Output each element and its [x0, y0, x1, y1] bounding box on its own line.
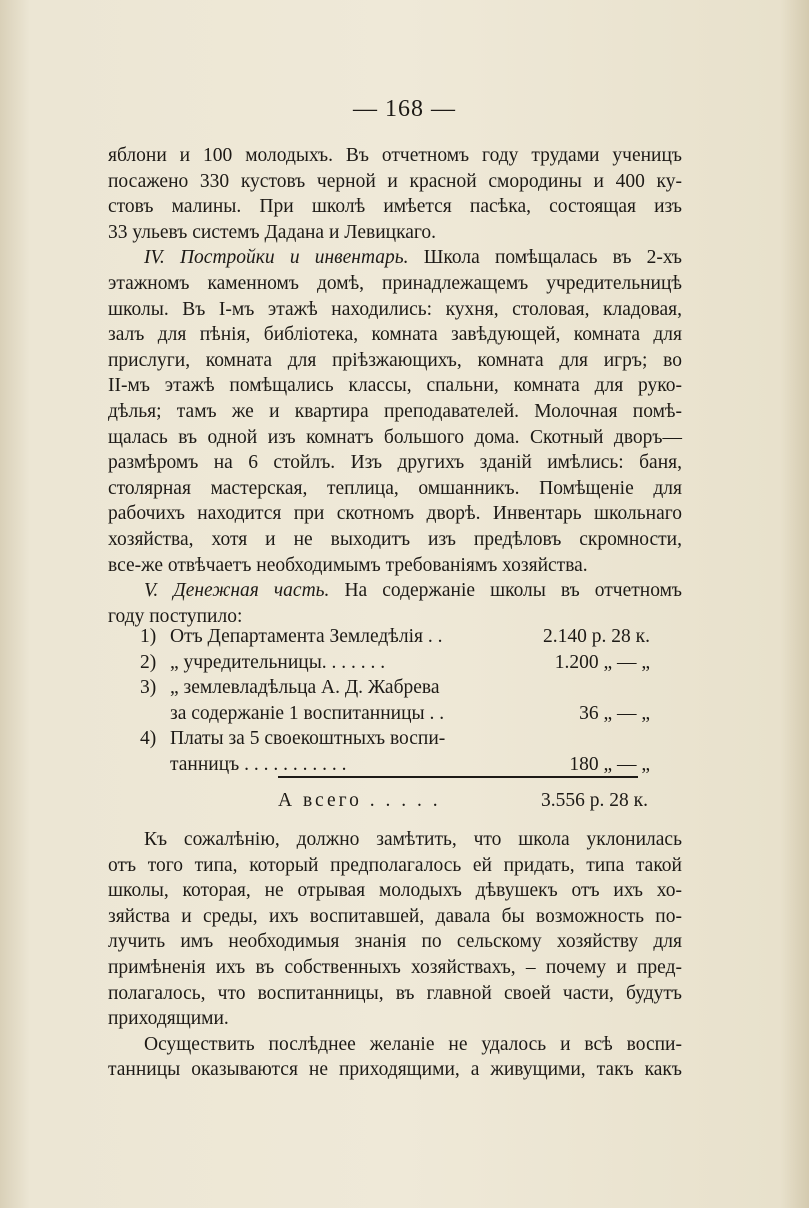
income-amount: 180 „ — „	[569, 753, 650, 775]
total-row	[278, 788, 648, 814]
text-line: отъ того типа, который предполагалось ей придать, типа такой	[108, 854, 682, 876]
text-line: все-же отвѣчаетъ необходимымъ требованіямъ хозяйства.	[108, 554, 588, 576]
text-line: Къ сожалѣнію, должно замѣтить, что школа уклонилась	[144, 829, 682, 850]
income-amount	[518, 675, 650, 701]
text-line: приходящими.	[108, 1008, 229, 1030]
income-label: Платы за 5 своекоштныхъ воспи-	[170, 728, 446, 750]
income-number	[140, 701, 170, 727]
section-4-first-line-rest: Школа помѣщалась въ 2-хъ	[408, 247, 682, 269]
income-row	[140, 726, 650, 752]
text-line: танницы оказываются не приходящими, а живущими, такъ какъ	[108, 1059, 682, 1081]
income-row	[140, 650, 650, 676]
text-line: 33 ульевъ системъ Дадана и Левицкаго.	[108, 221, 437, 243]
text-line: щалась въ одной изъ комнатъ большого дома. Скотный дворъ—	[108, 426, 682, 448]
text-line: прислуги, комната для пріѣзжающихъ, комната для игръ; во	[108, 349, 682, 371]
section-5-first-line-rest: На содержаніе школы въ отчетномъ	[329, 580, 682, 602]
text-line: школы. Въ I-мъ этажѣ находились: кухня, столовая, кладовая,	[108, 298, 682, 320]
income-amount: 1.200 „ — „	[554, 651, 650, 673]
income-row	[140, 624, 650, 650]
income-amount: 36 „ — „	[579, 702, 650, 724]
income-list	[140, 624, 650, 778]
text-line: залъ для пѣнія, библіотека, комната завѣдующей, комната для	[108, 324, 682, 346]
income-amount	[518, 726, 650, 752]
total-amount: 3.556 р. 28 к.	[541, 790, 648, 811]
section-5-heading: V. Денежная часть.	[144, 580, 330, 602]
income-number: 1)	[140, 626, 157, 647]
text-line: примѣненія ихъ въ собственныхъ хозяйствахъ, – почему и пред-	[108, 956, 682, 978]
text-line: полагалось, что воспитанницы, въ главной своей части, будутъ	[108, 982, 682, 1004]
total-rule	[278, 776, 638, 778]
income-number: 3)	[140, 677, 157, 699]
income-row	[140, 752, 650, 778]
text-line: этажномъ каменномъ домѣ, принадлежащемъ учредительницѣ	[108, 272, 682, 294]
text-line: школы, которая, не отрывая молодыхъ дѣвушекъ отъ ихъ хо-	[108, 880, 682, 902]
text-line: зяйства и среды, ихъ воспитавшей, давала бы возможность по-	[108, 905, 682, 927]
income-amount: 2.140 р. 28 к.	[543, 626, 650, 647]
lower-text-block	[108, 827, 682, 1083]
upper-text-block	[108, 143, 682, 629]
text-line: рабочихъ находится при скотномъ дворѣ. Инвентарь школьнаго	[108, 503, 682, 525]
section-5-first-line	[108, 578, 682, 604]
income-label: „ землевладѣльца А. Д. Жабрева	[170, 677, 440, 699]
text-line: столярная мастерская, теплица, омшанникъ. Помѣщеніе для	[108, 477, 682, 499]
total-label: А всего . . . . .	[278, 790, 441, 811]
page-number: — 168 —	[353, 96, 456, 122]
text-line: стовъ малины. При школѣ имѣется пасѣка, состоящая изъ	[108, 196, 682, 218]
text-line: посажено 330 кустовъ черной и красной смородины и 400 ку-	[108, 170, 682, 192]
income-label: „ учредительницы. . . . . . .	[170, 651, 386, 673]
text-line: II-мъ этажѣ помѣщались классы, спальни, комната для руко-	[108, 375, 682, 397]
section-4-first-line	[108, 245, 682, 271]
income-number: 2)	[140, 651, 157, 673]
text-line: яблони и 100 молодыхъ. Въ отчетномъ году трудами ученицъ	[108, 145, 682, 166]
income-label: Отъ Департамента Земледѣлія . .	[170, 626, 443, 647]
text-line: году поступило:	[108, 605, 243, 627]
text-line: дѣлья; тамъ же и квартира преподавателей. Молочная помѣ-	[108, 400, 682, 422]
text-line: лучить имъ необходимыя знанія по сельскому хозяйству для	[108, 931, 682, 953]
text-line: Осуществить послѣднее желаніе не удалось и всѣ воспи-	[144, 1033, 682, 1055]
income-number: 4)	[140, 728, 157, 750]
section-4-heading: IV. Постройки и инвентарь.	[144, 247, 409, 269]
income-row	[140, 675, 650, 701]
text-line: размѣромъ на 6 стойлъ. Изъ другихъ зданій имѣлись: баня,	[108, 452, 682, 474]
income-label: танницъ . . . . . . . . . . .	[170, 753, 347, 775]
income-number	[140, 752, 170, 778]
text-line: хозяйства, хотя и не выходитъ изъ предѣловъ скромности,	[108, 528, 682, 550]
income-row	[140, 701, 650, 727]
income-label: за содержаніе 1 воспитанницы . .	[170, 702, 445, 724]
